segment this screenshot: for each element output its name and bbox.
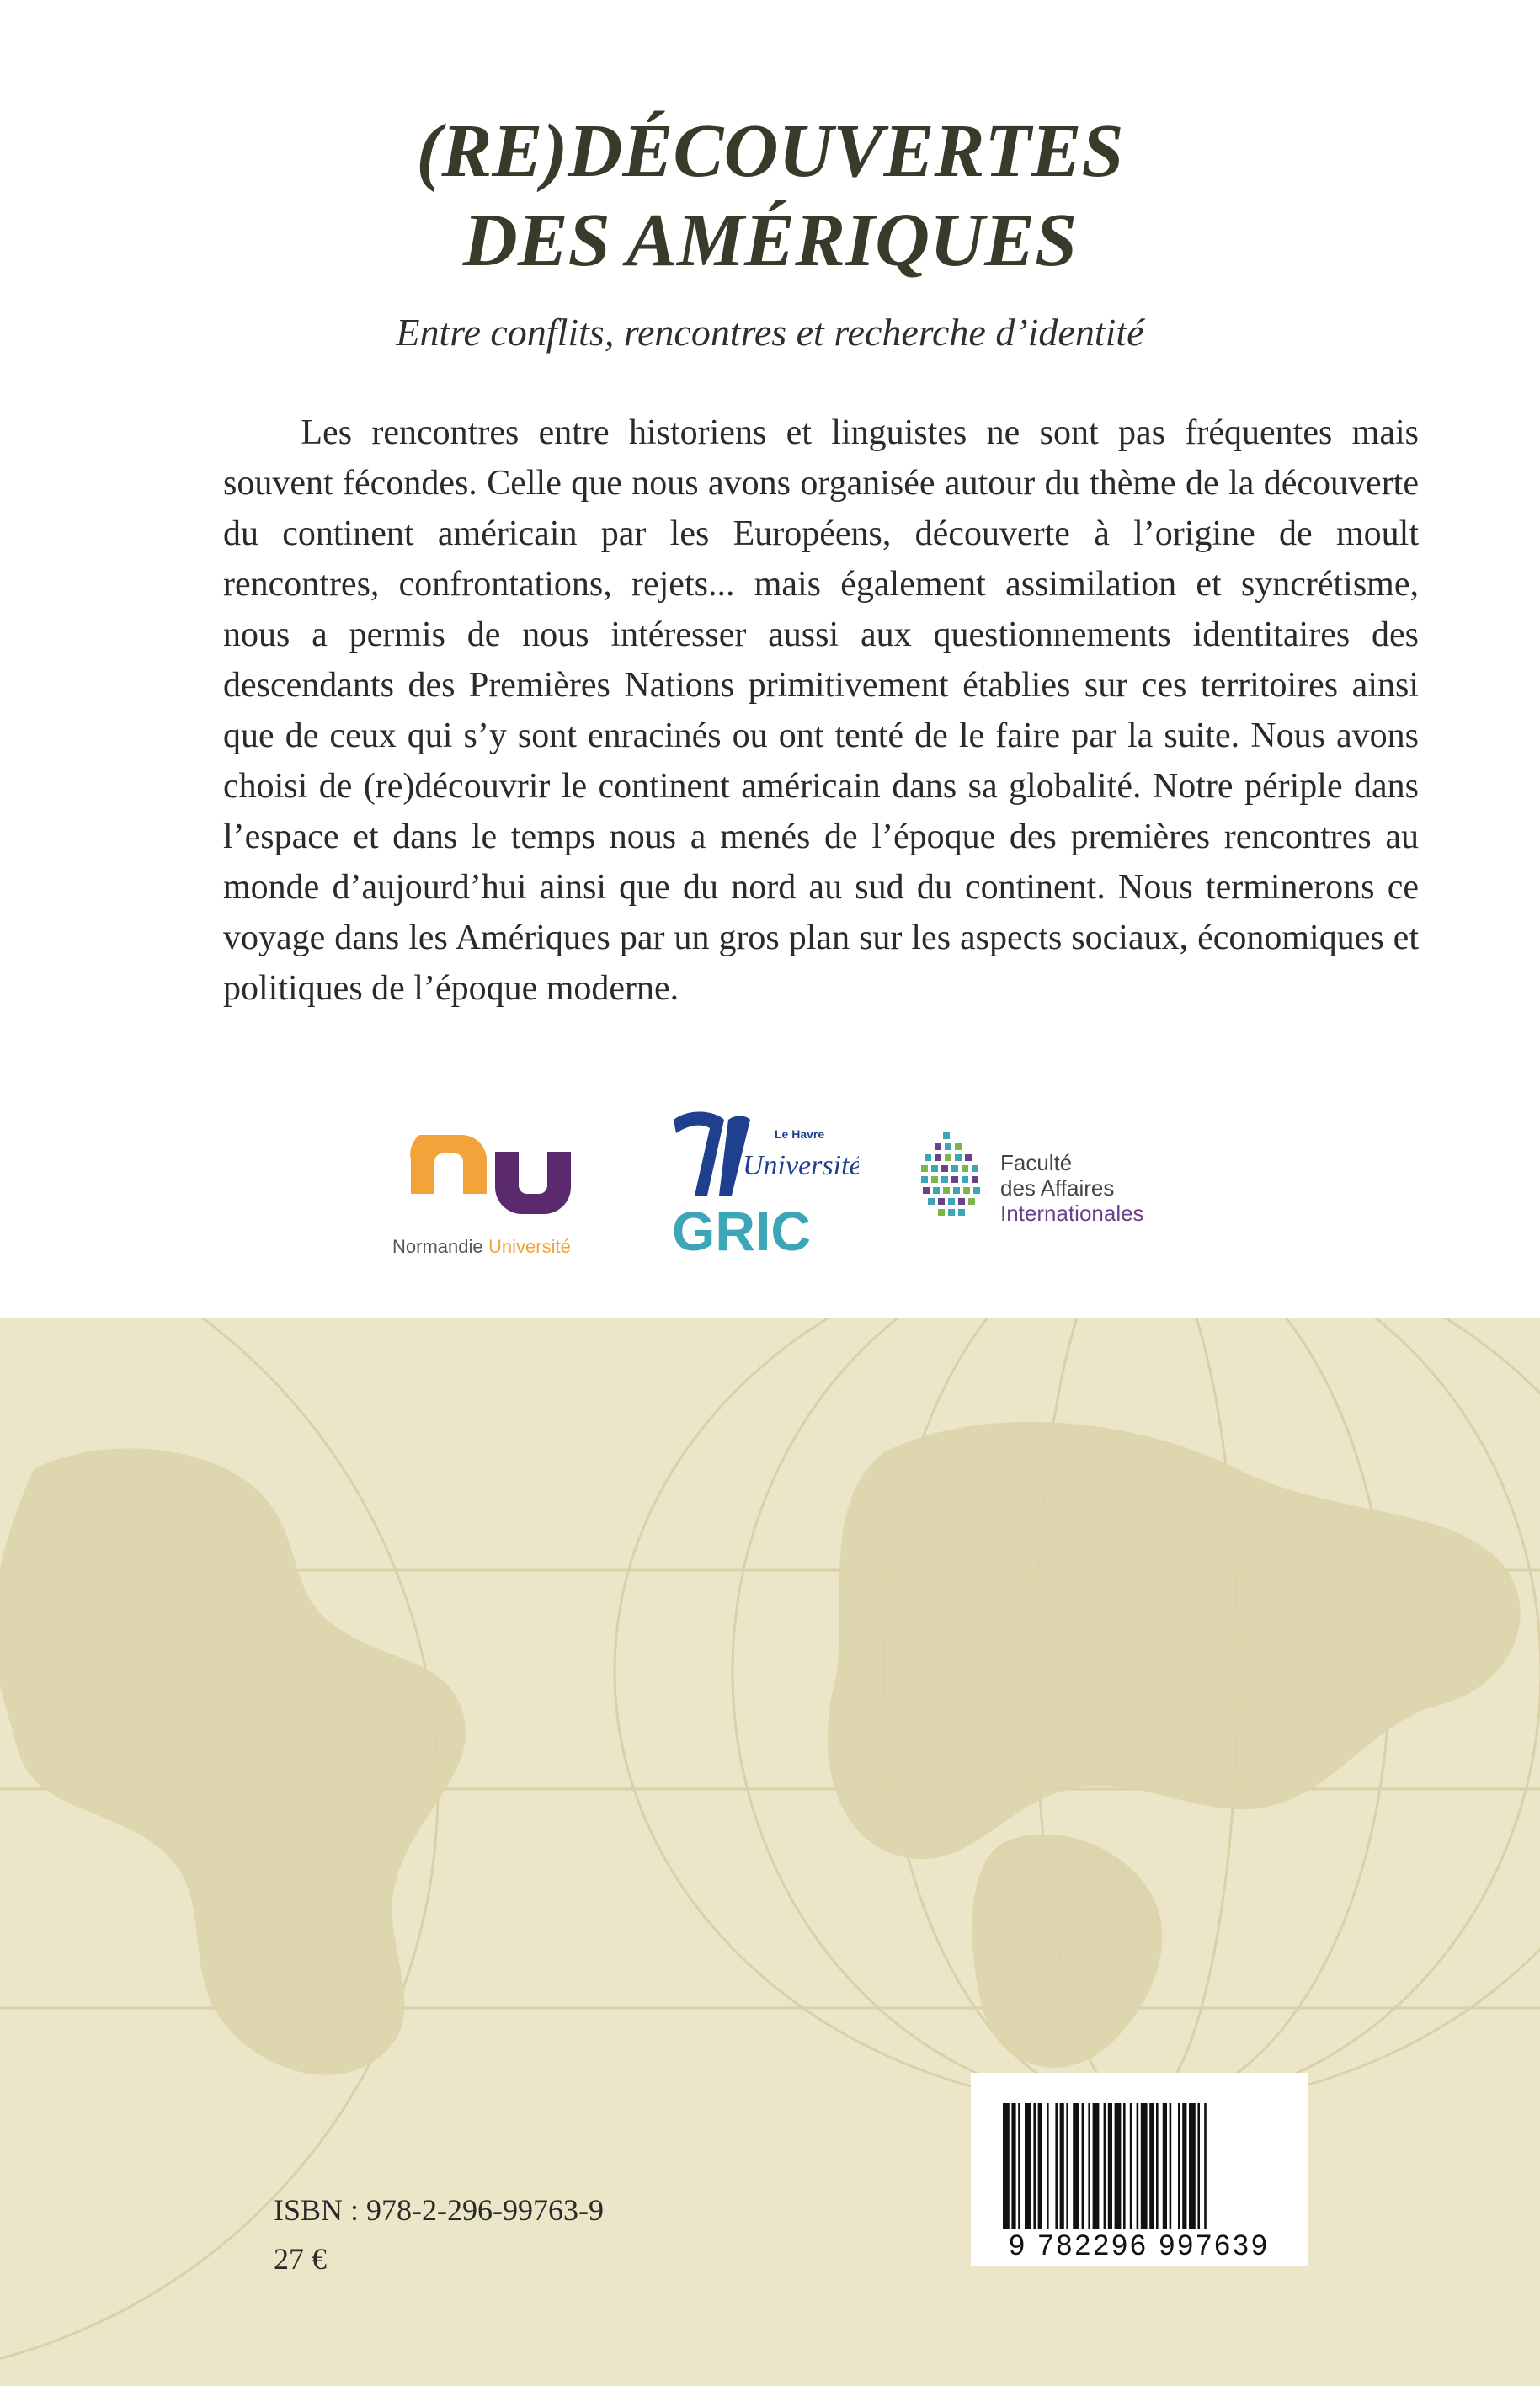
barcode-bar xyxy=(1025,2103,1031,2229)
barcode-bar xyxy=(1149,2103,1154,2229)
barcode-bar xyxy=(1047,2103,1049,2229)
normandie-name: Normandie xyxy=(392,1236,483,1257)
faculte-logo-icon xyxy=(918,1128,1204,1246)
book-title-line1: (RE)DÉCOUVERTES xyxy=(416,109,1124,193)
barcode-bar xyxy=(1018,2103,1020,2229)
book-title-line2: DES AMÉRIQUES xyxy=(462,199,1078,282)
barcode-bar xyxy=(1204,2103,1207,2229)
blurb-paragraph: Les rencontres entre historiens et linguistes ne sont pas fréquentes mais souvent fécondes. Celle que nous avons organisée autour du thème de la découverte du continent américain par les Européens, découverte à l’origine de moult rencontres, confrontations, rejets... mais également assimilation et syncrétisme, nous a permis de nous intéresser aussi aux questionnements identitaires des descendants des Premières Nations primitivement établies sur ces territoires ainsi que de ceux qui s’y sont enracinés ou ont tenté de le faire par la suite. Nous avons choisi de (re)découvrir le continent américain dans sa globalité. Notre périple dans l’espace et dans le temps nous a menés de l’époque des premières rencontres au monde d’aujourd’hui ainsi que du nord au sud du continent. Nous terminerons ce voyage dans les Amériques par un gros plan sur les aspects sociaux, économiques et politiques de l’époque moderne. xyxy=(223,413,1419,1008)
blurb xyxy=(223,407,1419,1014)
barcode-bar xyxy=(1055,2103,1058,2229)
barcode-bar xyxy=(1137,2103,1139,2229)
barcode-bar xyxy=(1060,2103,1064,2229)
barcode-bar xyxy=(1104,2103,1106,2229)
havre-university-label: Université xyxy=(743,1150,859,1181)
havre-logo-icon xyxy=(648,1103,859,1263)
barcode-bar xyxy=(1141,2103,1148,2229)
barcode-digits: 9 782296 997639 xyxy=(1009,2229,1270,2261)
normandie-accent: Université xyxy=(488,1236,571,1257)
world-map-illustration xyxy=(0,1318,1540,2386)
faculte-dot-globe-icon xyxy=(921,1132,980,1216)
barcode-bar xyxy=(1011,2103,1015,2229)
barcode-bar xyxy=(1163,2103,1167,2229)
barcode-bar xyxy=(1073,2103,1079,2229)
faculte-line3: Internationales xyxy=(1000,1201,1144,1226)
barcode-bar xyxy=(1197,2103,1200,2229)
barcode-bar xyxy=(1003,2103,1010,2229)
isbn-label: ISBN : 978-2-296-99763-9 xyxy=(274,2193,604,2227)
gric-label: GRIC xyxy=(672,1200,811,1262)
barcode-bar xyxy=(1115,2103,1122,2229)
barcode-bar xyxy=(1066,2103,1068,2229)
barcode-bar xyxy=(1093,2103,1100,2229)
barcode-bar xyxy=(1130,2103,1132,2229)
normandie-universite-logo xyxy=(386,1118,613,1261)
barcode-bar xyxy=(1182,2103,1186,2229)
faculte-line1: Faculté xyxy=(1000,1150,1073,1175)
havre-gric-logo xyxy=(648,1103,859,1263)
barcode-bar xyxy=(1033,2103,1036,2229)
price-label: 27 € xyxy=(274,2242,327,2276)
barcode-bar xyxy=(1189,2103,1196,2229)
barcode-bar xyxy=(1088,2103,1090,2229)
faculte-line2: des Affaires xyxy=(1000,1175,1115,1201)
barcode-bar xyxy=(1156,2103,1159,2229)
normandie-logo-icon xyxy=(386,1118,613,1261)
havre-top-label: Le Havre xyxy=(775,1127,825,1141)
barcode-bar xyxy=(1108,2103,1112,2229)
faculte-affaires-internationales-logo xyxy=(918,1128,1204,1246)
barcode-bar xyxy=(1123,2103,1126,2229)
barcode-bar xyxy=(1178,2103,1180,2229)
book-subtitle: Entre conflits, rencontres et recherche d’identité xyxy=(396,311,1144,354)
barcode-bar xyxy=(1170,2103,1172,2229)
barcode-bar xyxy=(1038,2103,1042,2229)
antique-map-background xyxy=(0,1318,1540,2386)
barcode-bar xyxy=(1082,2103,1084,2229)
